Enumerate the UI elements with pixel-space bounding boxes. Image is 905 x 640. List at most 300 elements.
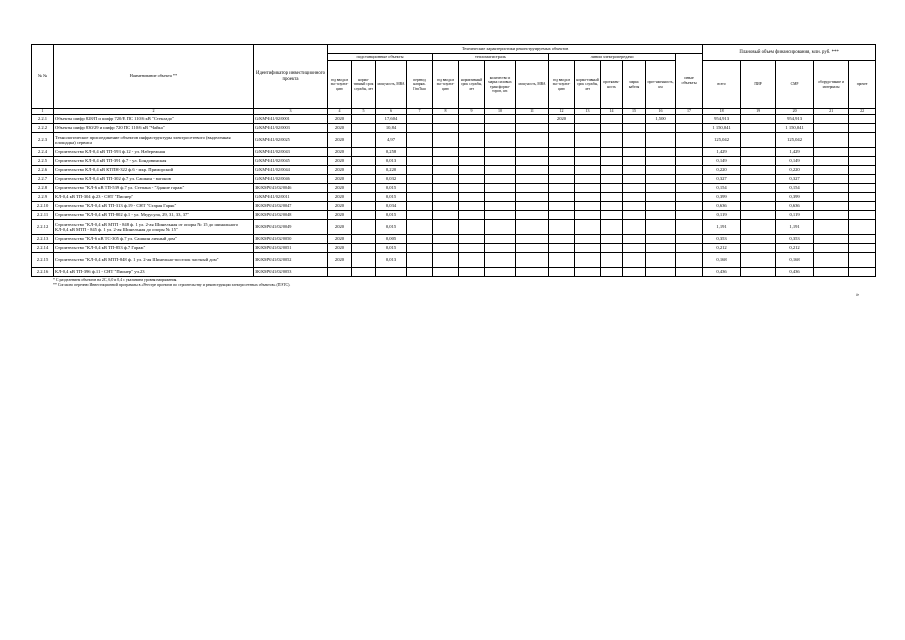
- line-extent-cell: [601, 133, 623, 148]
- heat-year-cell: [433, 175, 459, 184]
- header-fin-equipment: оборудо-вание и материалы: [814, 61, 849, 109]
- heat-power-cell: [516, 220, 549, 235]
- line-life-cell: [575, 253, 601, 268]
- heat-power-cell: [516, 166, 549, 175]
- table-row: [32, 157, 876, 166]
- cable-brand-cell: [623, 157, 646, 166]
- project-id-cell: ЗК/КМЧ/41/02/0046: [254, 184, 328, 193]
- line-year-cell: [549, 268, 575, 277]
- power-mva-cell: 0,032: [376, 175, 407, 184]
- finance-total-cell: 0,212: [703, 244, 741, 253]
- line-extent-cell: [601, 175, 623, 184]
- commission-year-cell: 2020: [328, 148, 352, 157]
- finance-equipment-cell: [814, 148, 849, 157]
- finance-equipment-cell: [814, 253, 849, 268]
- other-objects-cell: [676, 268, 703, 277]
- line-life-cell: [575, 193, 601, 202]
- finance-equipment-cell: [814, 115, 849, 124]
- object-name-cell: Строительство КЛ-0,4 кВ ТП-593 ф.12 - ул. Набережная: [54, 148, 254, 157]
- header-line-cable: марка кабеля: [623, 61, 646, 109]
- table-row: [32, 115, 876, 124]
- finance-smr-cell: 0,327: [776, 175, 814, 184]
- header-financing: Плановый объем финансирования, млн. руб. ***: [703, 45, 876, 61]
- voltage-cell: [407, 157, 433, 166]
- other-objects-cell: [676, 157, 703, 166]
- commission-year-cell: 2020: [328, 220, 352, 235]
- finance-other-cell: [849, 220, 876, 235]
- transformers-cell: [485, 235, 516, 244]
- finance-other-cell: [849, 166, 876, 175]
- service-life-cell: [352, 148, 376, 157]
- line-life-cell: [575, 235, 601, 244]
- other-objects-cell: [676, 193, 703, 202]
- power-mva-cell: 0,034: [376, 202, 407, 211]
- object-name-cell: Строительство "КЛ-0,4 кВ ТП-853 ф.7 Гараж": [54, 244, 254, 253]
- heat-life-cell: [459, 253, 485, 268]
- row-number-cell: 2.2.3: [32, 133, 54, 148]
- finance-pir-cell: [741, 175, 776, 184]
- heat-life-cell: [459, 175, 485, 184]
- heat-power-cell: [516, 148, 549, 157]
- service-life-cell: [352, 235, 376, 244]
- header-sub-year: год ввода в экс-плуата-цию: [328, 61, 352, 109]
- column-number: 1: [32, 109, 54, 115]
- voltage-cell: [407, 175, 433, 184]
- commission-year-cell: 2020: [328, 166, 352, 175]
- object-name-cell: Строительство "КЛ-0,4 кВ ТП-313 ф.19 - СНТ "Старая Гаряк": [54, 202, 254, 211]
- line-length-cell: [646, 133, 676, 148]
- table-row: [32, 184, 876, 193]
- line-extent-cell: [601, 268, 623, 277]
- header-heat-group: тепломагистраль: [433, 54, 549, 61]
- voltage-cell: [407, 193, 433, 202]
- line-year-cell: [549, 166, 575, 175]
- heat-power-cell: [516, 184, 549, 193]
- heat-year-cell: [433, 184, 459, 193]
- line-life-cell: [575, 124, 601, 133]
- table-row: [32, 202, 876, 211]
- commission-year-cell: 2020: [328, 124, 352, 133]
- other-objects-cell: [676, 124, 703, 133]
- line-year-cell: [549, 220, 575, 235]
- finance-total-cell: 0,119: [703, 211, 741, 220]
- heat-life-cell: [459, 268, 485, 277]
- column-number: 15: [623, 109, 646, 115]
- finance-total-cell: 125,042: [703, 133, 741, 148]
- heat-power-cell: [516, 124, 549, 133]
- object-name-cell: Строительство КЛ-0,4 кВ ТП-391 ф.7 - ул. Бондовинская: [54, 157, 254, 166]
- line-extent-cell: [601, 235, 623, 244]
- column-number: 2: [54, 109, 254, 115]
- line-length-cell: [646, 253, 676, 268]
- finance-other-cell: [849, 157, 876, 166]
- finance-equipment-cell: [814, 133, 849, 148]
- project-id-cell: ЗК/КМЧ/41/02/0048: [254, 211, 328, 220]
- line-extent-cell: [601, 124, 623, 133]
- finance-total-cell: 0,220: [703, 166, 741, 175]
- finance-other-cell: [849, 175, 876, 184]
- power-mva-cell: 10,84: [376, 124, 407, 133]
- line-life-cell: [575, 115, 601, 124]
- column-number: 8: [433, 109, 459, 115]
- table-row: [32, 211, 876, 220]
- finance-total-cell: 0,436: [703, 268, 741, 277]
- heat-life-cell: [459, 157, 485, 166]
- line-life-cell: [575, 202, 601, 211]
- heat-life-cell: [459, 193, 485, 202]
- line-year-cell: [549, 193, 575, 202]
- heat-life-cell: [459, 211, 485, 220]
- power-mva-cell: 4,97: [376, 133, 407, 148]
- project-id-cell: G/KMЧ/41/02/0025: [254, 133, 328, 148]
- finance-smr-cell: 0,399: [776, 193, 814, 202]
- finance-other-cell: [849, 193, 876, 202]
- table-row: [32, 244, 876, 253]
- finance-equipment-cell: [814, 244, 849, 253]
- power-mva-cell: 0,015: [376, 220, 407, 235]
- line-extent-cell: [601, 211, 623, 220]
- cable-brand-cell: [623, 202, 646, 211]
- column-number: 11: [516, 109, 549, 115]
- heat-power-cell: [516, 244, 549, 253]
- line-life-cell: [575, 268, 601, 277]
- row-number-cell: 2.2.14: [32, 244, 54, 253]
- finance-total-cell: 0,399: [703, 193, 741, 202]
- finance-smr-cell: 0,154: [776, 184, 814, 193]
- commission-year-cell: [328, 268, 352, 277]
- row-number-cell: 2.2.11: [32, 211, 54, 220]
- heat-year-cell: [433, 244, 459, 253]
- table-row: [32, 124, 876, 133]
- commission-year-cell: 2020: [328, 211, 352, 220]
- line-extent-cell: [601, 166, 623, 175]
- voltage-cell: [407, 211, 433, 220]
- finance-pir-cell: [741, 193, 776, 202]
- objects-table-body: [32, 115, 876, 277]
- header-fin-pir: ПИР: [741, 61, 776, 109]
- table-row: [32, 166, 876, 175]
- row-number-cell: 2.2.13: [32, 235, 54, 244]
- commission-year-cell: 2020: [328, 193, 352, 202]
- column-number: 18: [703, 109, 741, 115]
- project-id-cell: ЗК/КМЧ/41/02/0051: [254, 244, 328, 253]
- voltage-cell: [407, 166, 433, 175]
- finance-equipment-cell: [814, 202, 849, 211]
- finance-total-cell: 0,149: [703, 157, 741, 166]
- header-num: № №: [32, 45, 54, 109]
- line-year-cell: [549, 211, 575, 220]
- line-year-cell: [549, 202, 575, 211]
- table-row: [32, 175, 876, 184]
- heat-power-cell: [516, 268, 549, 277]
- service-life-cell: [352, 115, 376, 124]
- header-substation-group: подстанционные объекты: [328, 54, 433, 61]
- header-fin-smr: СМР: [776, 61, 814, 109]
- finance-total-cell: 954,913: [703, 115, 741, 124]
- finance-pir-cell: [741, 133, 776, 148]
- voltage-cell: [407, 268, 433, 277]
- header-lines-group: линии электропередачи: [549, 54, 676, 61]
- finance-equipment-cell: [814, 211, 849, 220]
- line-extent-cell: [601, 244, 623, 253]
- row-number-cell: 2.2.8: [32, 184, 54, 193]
- line-year-cell: [549, 124, 575, 133]
- header-line-length: протяжен-ность: [601, 61, 623, 109]
- commission-year-cell: 2020: [328, 157, 352, 166]
- heat-year-cell: [433, 202, 459, 211]
- transformers-cell: [485, 211, 516, 220]
- cable-brand-cell: [623, 166, 646, 175]
- column-number: 4: [328, 109, 352, 115]
- investment-program-table-sheet: [31, 44, 868, 277]
- row-number-cell: 2.2.16: [32, 268, 54, 277]
- other-objects-cell: [676, 202, 703, 211]
- power-mva-cell: 0,015: [376, 184, 407, 193]
- finance-other-cell: [849, 148, 876, 157]
- heat-life-cell: [459, 148, 485, 157]
- header-object-name: Наименование объекта **: [54, 45, 254, 109]
- heat-year-cell: [433, 220, 459, 235]
- header-line-life: норма-тивный срок службы, лет: [575, 61, 601, 109]
- line-length-cell: [646, 148, 676, 157]
- finance-other-cell: [849, 244, 876, 253]
- finance-total-cell: 1,191: [703, 220, 741, 235]
- line-length-cell: [646, 193, 676, 202]
- header-sub-life: норма-тивный срок службы, лет: [352, 61, 376, 109]
- transformers-cell: [485, 220, 516, 235]
- other-objects-cell: [676, 166, 703, 175]
- heat-power-cell: [516, 235, 549, 244]
- heat-year-cell: [433, 268, 459, 277]
- line-life-cell: [575, 184, 601, 193]
- project-id-cell: ЗК/КМЧ/41/02/0053: [254, 268, 328, 277]
- line-extent-cell: [601, 115, 623, 124]
- finance-pir-cell: [741, 124, 776, 133]
- object-name-cell: Технологическое присоединение объектов инфраструктуры электросетевого (выделенная площадка) сервиса: [54, 133, 254, 148]
- commission-year-cell: 2020: [328, 133, 352, 148]
- column-number: 14: [601, 109, 623, 115]
- column-number: 16: [646, 109, 676, 115]
- line-life-cell: [575, 220, 601, 235]
- other-objects-cell: [676, 184, 703, 193]
- transformers-cell: [485, 124, 516, 133]
- heat-power-cell: [516, 133, 549, 148]
- finance-total-cell: 0,327: [703, 175, 741, 184]
- cable-brand-cell: [623, 211, 646, 220]
- table-row: [32, 220, 876, 235]
- heat-year-cell: [433, 253, 459, 268]
- line-length-cell: [646, 124, 676, 133]
- header-project-id: Идентификатор инвестиционного проекта: [254, 45, 328, 109]
- line-length-cell: [646, 166, 676, 175]
- other-objects-cell: [676, 133, 703, 148]
- finance-smr-cell: 125,042: [776, 133, 814, 148]
- finance-pir-cell: [741, 157, 776, 166]
- line-extent-cell: [601, 220, 623, 235]
- heat-power-cell: [516, 193, 549, 202]
- column-number: 7: [407, 109, 433, 115]
- row-number-cell: 2.2.6: [32, 166, 54, 175]
- line-life-cell: [575, 133, 601, 148]
- finance-equipment-cell: [814, 184, 849, 193]
- power-mva-cell: 0,258: [376, 148, 407, 157]
- table-row: [32, 268, 876, 277]
- object-name-cell: Объекты шифр 830/29 и шифр 720 ПС 110/6 кВ "Чайка": [54, 124, 254, 133]
- column-number: 10: [485, 109, 516, 115]
- finance-other-cell: [849, 235, 876, 244]
- transformers-cell: [485, 166, 516, 175]
- finance-total-cell: 1,429: [703, 148, 741, 157]
- line-year-cell: [549, 244, 575, 253]
- heat-year-cell: [433, 148, 459, 157]
- finance-equipment-cell: [814, 235, 849, 244]
- header-heat-power: мощ-ность, МВА: [516, 61, 549, 109]
- other-objects-cell: [676, 175, 703, 184]
- heat-life-cell: [459, 244, 485, 253]
- line-year-cell: [549, 133, 575, 148]
- column-number: 6: [376, 109, 407, 115]
- project-id-cell: G/KMЧ/41/02/0011: [254, 193, 328, 202]
- heat-year-cell: [433, 166, 459, 175]
- transformers-cell: [485, 268, 516, 277]
- other-objects-cell: [676, 211, 703, 220]
- finance-other-cell: [849, 268, 876, 277]
- header-tech-characteristics: Технические характеристики реконструируемых объектов: [328, 45, 703, 54]
- service-life-cell: [352, 175, 376, 184]
- heat-power-cell: [516, 115, 549, 124]
- column-number: 22: [849, 109, 876, 115]
- service-life-cell: [352, 202, 376, 211]
- transformers-cell: [485, 184, 516, 193]
- commission-year-cell: 2020: [328, 202, 352, 211]
- heat-year-cell: [433, 124, 459, 133]
- other-objects-cell: [676, 235, 703, 244]
- table-row: [32, 235, 876, 244]
- service-life-cell: [352, 166, 376, 175]
- power-mva-cell: 0,005: [376, 235, 407, 244]
- object-name-cell: Строительство КЛ-0,4 кВ ТП-302 ф.7 ул. Сашкин - вагонов: [54, 175, 254, 184]
- line-year-cell: 2020: [549, 115, 575, 124]
- row-number-cell: 2.2.10: [32, 202, 54, 211]
- power-mva-cell: 0,015: [376, 193, 407, 202]
- commission-year-cell: 2020: [328, 244, 352, 253]
- finance-other-cell: [849, 184, 876, 193]
- column-number: 12: [549, 109, 575, 115]
- objects-table: [31, 44, 876, 277]
- heat-power-cell: [516, 202, 549, 211]
- column-number: 19: [741, 109, 776, 115]
- object-name-cell: Строительство "КЛ-0,4 кВ МТП - 848 ф. 1 ул. 2-ая Шинельная от опоры № 15 до шинального КЛ-0,4 кВ МТП - 845 ф. 1 ул. 2-ая Шинельная до опоры № 15": [54, 220, 254, 235]
- project-id-cell: G/KMЧ/41/02/0046: [254, 175, 328, 184]
- line-life-cell: [575, 148, 601, 157]
- finance-pir-cell: [741, 244, 776, 253]
- service-life-cell: [352, 124, 376, 133]
- heat-life-cell: [459, 133, 485, 148]
- footnote-1: * С разделением объектов на 2С, 6,0 и 0,4 с указанием уровня напряжения.: [53, 278, 178, 282]
- voltage-cell: [407, 244, 433, 253]
- service-life-cell: [352, 244, 376, 253]
- service-life-cell: [352, 133, 376, 148]
- column-number: 21: [814, 109, 849, 115]
- transformers-cell: [485, 115, 516, 124]
- transformers-cell: [485, 148, 516, 157]
- heat-power-cell: [516, 211, 549, 220]
- object-name-cell: Строительство "КЛ-0,4 кВ МТП-848 ф. 1 ул. 2-ая Шинельно-поселок частный дом": [54, 253, 254, 268]
- power-mva-cell: [376, 268, 407, 277]
- power-mva-cell: 17,604: [376, 115, 407, 124]
- heat-life-cell: [459, 235, 485, 244]
- service-life-cell: [352, 193, 376, 202]
- cable-brand-cell: [623, 268, 646, 277]
- column-number: 9: [459, 109, 485, 115]
- finance-smr-cell: 954,913: [776, 115, 814, 124]
- finance-pir-cell: [741, 184, 776, 193]
- transformers-cell: [485, 133, 516, 148]
- heat-year-cell: [433, 235, 459, 244]
- other-objects-cell: [676, 148, 703, 157]
- project-id-cell: G/KMЧ/41/02/0001: [254, 115, 328, 124]
- page-continuation-mark: »: [856, 292, 859, 298]
- cable-brand-cell: [623, 184, 646, 193]
- finance-equipment-cell: [814, 157, 849, 166]
- power-mva-cell: 0,015: [376, 211, 407, 220]
- finance-other-cell: [849, 202, 876, 211]
- heat-year-cell: [433, 193, 459, 202]
- finance-smr-cell: 1,429: [776, 148, 814, 157]
- header-heat-year: год ввода в экс-плуата-цию: [433, 61, 459, 109]
- header-heat-life: нормативный срок службы, лет: [459, 61, 485, 109]
- voltage-cell: [407, 148, 433, 157]
- finance-smr-cell: 0,353: [776, 235, 814, 244]
- line-life-cell: [575, 166, 601, 175]
- header-sub-voltage: перевод напряж. ГвпТкш: [407, 61, 433, 109]
- header-line-year: год ввода в экс-плуата-цию: [549, 61, 575, 109]
- commission-year-cell: 2020: [328, 253, 352, 268]
- voltage-cell: [407, 220, 433, 235]
- power-mva-cell: 0,013: [376, 157, 407, 166]
- line-length-cell: [646, 175, 676, 184]
- finance-total-cell: 0,168: [703, 253, 741, 268]
- heat-year-cell: [433, 133, 459, 148]
- line-year-cell: [549, 157, 575, 166]
- row-number-cell: 2.2.4: [32, 148, 54, 157]
- line-year-cell: [549, 148, 575, 157]
- table-row: [32, 148, 876, 157]
- object-name-cell: Строительство "КЛ-0,4 кВ ТП-802 ф.1 - ул. Медусула, 29, 31, 33, 37": [54, 211, 254, 220]
- line-year-cell: [549, 184, 575, 193]
- finance-pir-cell: [741, 268, 776, 277]
- heat-power-cell: [516, 157, 549, 166]
- header-line-km: прот-яженность, км: [646, 61, 676, 109]
- column-number: 17: [676, 109, 703, 115]
- project-id-cell: G/KMЧ/41/02/0044: [254, 166, 328, 175]
- cable-brand-cell: [623, 124, 646, 133]
- power-mva-cell: 0,015: [376, 244, 407, 253]
- cable-brand-cell: [623, 235, 646, 244]
- cable-brand-cell: [623, 253, 646, 268]
- commission-year-cell: 2020: [328, 175, 352, 184]
- service-life-cell: [352, 268, 376, 277]
- line-extent-cell: [601, 202, 623, 211]
- finance-total-cell: 0,636: [703, 202, 741, 211]
- finance-smr-cell: 1,191: [776, 220, 814, 235]
- finance-smr-cell: 0,168: [776, 253, 814, 268]
- transformers-cell: [485, 157, 516, 166]
- finance-smr-cell: 0,149: [776, 157, 814, 166]
- cable-brand-cell: [623, 115, 646, 124]
- finance-pir-cell: [741, 235, 776, 244]
- line-extent-cell: [601, 148, 623, 157]
